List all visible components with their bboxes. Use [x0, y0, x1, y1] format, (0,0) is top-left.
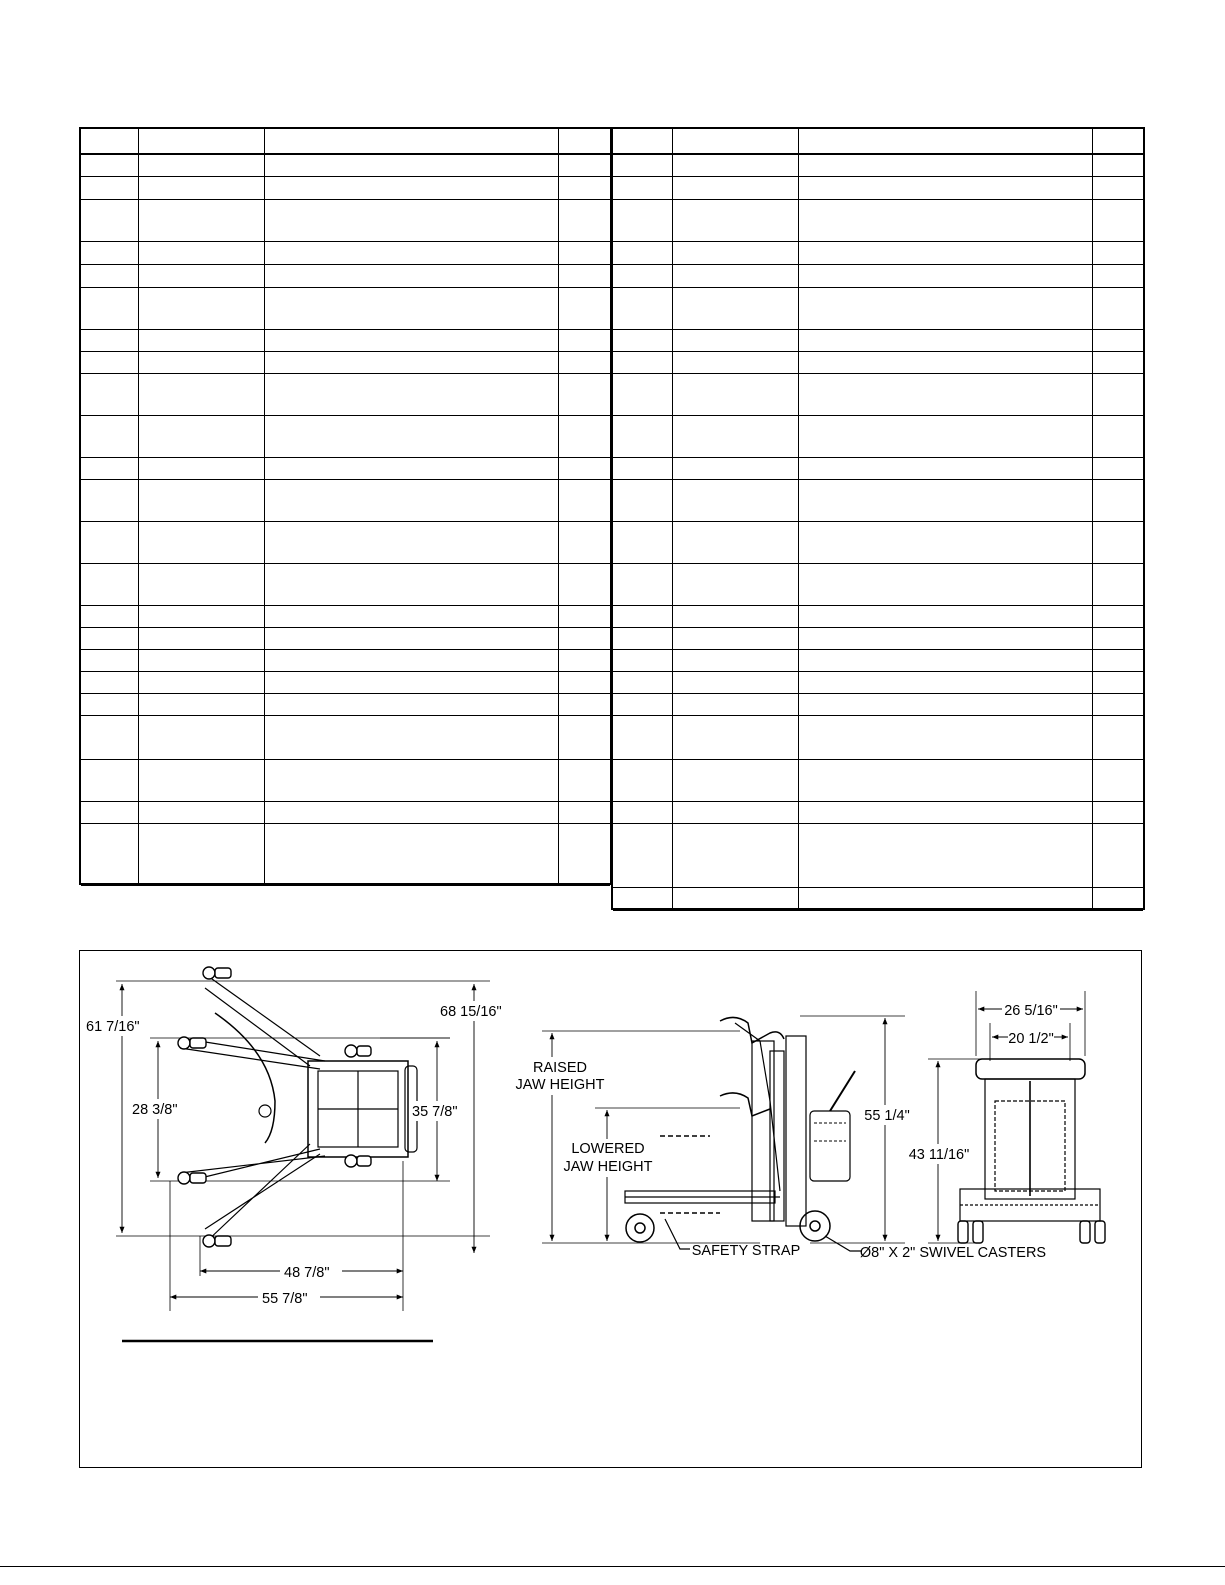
parts-table-row — [81, 649, 610, 672]
parts-table-cell — [138, 715, 139, 759]
parts-table-cell — [558, 759, 559, 801]
parts-table-cell — [798, 415, 799, 457]
dim-overall-width: 68 15/16" — [440, 1004, 502, 1020]
parts-table-cell — [1092, 264, 1093, 287]
front-view-labels — [906, 1000, 1060, 1164]
parts-table-cell — [1092, 715, 1093, 759]
parts-table-cell — [798, 264, 799, 287]
parts-table-cell — [798, 287, 799, 329]
parts-table-cell — [1092, 176, 1093, 199]
parts-table-row — [81, 759, 610, 802]
parts-table-cell — [798, 887, 799, 910]
parts-table-cell — [1092, 479, 1093, 521]
parts-table-cell — [798, 373, 799, 415]
parts-table-cell — [558, 671, 559, 693]
parts-table-cell — [798, 563, 799, 605]
control-panel-icon — [814, 1123, 846, 1141]
parts-table-cell — [138, 415, 139, 457]
parts-table-cell — [798, 759, 799, 801]
parts-table-row — [81, 563, 610, 606]
wheel-icons — [626, 1211, 830, 1242]
parts-table-cell — [1092, 373, 1093, 415]
parts-table-cell — [138, 479, 139, 521]
parts-table-cell — [264, 287, 265, 329]
parts-table-cell — [672, 129, 673, 153]
parts-table-cell — [264, 415, 265, 457]
parts-table-cell — [798, 801, 799, 823]
parts-table-cell — [138, 329, 139, 351]
parts-table-cell — [672, 415, 673, 457]
parts-table-cell — [138, 176, 139, 199]
parts-table-row — [81, 627, 610, 650]
dimension-drawing-frame — [79, 950, 1142, 1468]
parts-table-row — [613, 671, 1143, 694]
parts-table-cell — [1092, 199, 1093, 241]
parts-table-cell — [558, 823, 559, 885]
parts-table-cell — [672, 199, 673, 241]
parts-table-cell — [798, 329, 799, 351]
parts-table-cell — [798, 479, 799, 521]
parts-table-cell — [264, 759, 265, 801]
parts-table-row — [81, 801, 610, 824]
parts-table-cell — [558, 605, 559, 627]
parts-table-row — [613, 605, 1143, 628]
page-bottom-rule — [0, 1566, 1225, 1567]
parts-table-right — [611, 127, 1145, 910]
parts-table-cell — [1092, 605, 1093, 627]
parts-table-cell — [264, 605, 265, 627]
parts-table-cell — [1092, 129, 1093, 153]
dim-overall-height: 55 1/4" — [864, 1108, 910, 1124]
parts-table-cell — [672, 563, 673, 605]
parts-table-row — [81, 329, 610, 352]
parts-table-left — [79, 127, 612, 885]
parts-table-cell — [798, 241, 799, 264]
parts-table-cell — [264, 479, 265, 521]
dim-caster-span-outer: 61 7/16" — [86, 1019, 140, 1035]
parts-table-row — [613, 563, 1143, 606]
parts-table-cell — [672, 241, 673, 264]
parts-table-cell — [798, 199, 799, 241]
parts-table-row — [81, 199, 610, 242]
parts-table-cell — [138, 563, 139, 605]
parts-table-cell — [672, 176, 673, 199]
parts-table-row — [81, 153, 610, 177]
parts-table-row — [81, 264, 610, 288]
parts-table-cell — [138, 823, 139, 885]
parts-table-header — [613, 129, 1143, 155]
parts-table-row — [613, 457, 1143, 480]
parts-table-cell — [264, 199, 265, 241]
parts-table-row — [613, 199, 1143, 242]
parts-table-cell — [672, 479, 673, 521]
parts-table-row — [613, 153, 1143, 177]
parts-table-cell — [558, 199, 559, 241]
parts-table-cell — [672, 287, 673, 329]
parts-table-row — [613, 287, 1143, 330]
parts-table-cell — [138, 264, 139, 287]
safety-strap-label: SAFETY STRAP — [691, 1243, 801, 1259]
parts-table-cell — [672, 823, 673, 887]
parts-table-cell — [672, 373, 673, 415]
dim-leg-length-outer: 55 7/8" — [262, 1291, 308, 1307]
parts-table-cell — [1092, 563, 1093, 605]
parts-table-cell — [264, 176, 265, 199]
parts-table-cell — [558, 351, 559, 373]
parts-table-cell — [672, 627, 673, 649]
parts-table-cell — [138, 153, 139, 176]
front-caster-icons — [958, 1221, 1105, 1243]
parts-table-row — [613, 176, 1143, 200]
parts-table-row — [81, 715, 610, 760]
parts-table-row — [613, 823, 1143, 888]
parts-table-cell — [798, 176, 799, 199]
parts-table-cell — [264, 627, 265, 649]
parts-table-cell — [138, 199, 139, 241]
parts-table-row — [613, 479, 1143, 522]
parts-table-cell — [672, 801, 673, 823]
parts-table-cell — [264, 671, 265, 693]
parts-table-cell — [138, 605, 139, 627]
parts-table-cell — [138, 521, 139, 563]
parts-table-cell — [1092, 627, 1093, 649]
parts-table-row — [81, 605, 610, 628]
side-view — [542, 1016, 905, 1251]
parts-table-row — [81, 521, 610, 564]
parts-table-cell — [798, 457, 799, 479]
parts-table-cell — [558, 415, 559, 457]
parts-table-cell — [798, 627, 799, 649]
dim-caster-span-inner: 28 3/8" — [132, 1102, 178, 1118]
parts-table-cell — [138, 241, 139, 264]
parts-table-cell — [1092, 887, 1093, 910]
parts-table-cell — [138, 759, 139, 801]
parts-table-cell — [264, 693, 265, 715]
parts-table-cell — [558, 129, 559, 153]
parts-table-row — [81, 479, 610, 522]
dim-leg-length-inner: 48 7/8" — [284, 1265, 330, 1281]
dim-frame-width: 35 7/8" — [412, 1104, 458, 1120]
parts-table-row — [613, 887, 1143, 911]
parts-table-cell — [672, 351, 673, 373]
parts-table-cell — [264, 373, 265, 415]
parts-table-header — [81, 129, 610, 155]
parts-table-row — [81, 373, 610, 416]
dim-outer-width: 26 5/16" — [1004, 1003, 1058, 1019]
parts-table-row — [613, 521, 1143, 564]
parts-table-cell — [798, 129, 799, 153]
parts-table-cell — [264, 264, 265, 287]
parts-table-cell — [558, 241, 559, 264]
parts-table-cell — [264, 521, 265, 563]
parts-table-cell — [264, 823, 265, 885]
parts-table-cell — [1092, 801, 1093, 823]
parts-table-row — [81, 351, 610, 374]
parts-table-cell — [1092, 287, 1093, 329]
parts-table-cell — [558, 627, 559, 649]
parts-table-cell — [138, 287, 139, 329]
parts-table-cell — [798, 153, 799, 176]
parts-table-cell — [558, 457, 559, 479]
parts-table-cell — [672, 671, 673, 693]
parts-table-cell — [672, 329, 673, 351]
parts-table-cell — [558, 521, 559, 563]
parts-table-cell — [264, 153, 265, 176]
parts-table-row — [81, 415, 610, 458]
parts-table-cell — [558, 801, 559, 823]
parts-table-row — [613, 373, 1143, 416]
parts-table-cell — [264, 563, 265, 605]
parts-table-cell — [264, 649, 265, 671]
parts-table-row — [81, 693, 610, 716]
parts-table-cell — [138, 649, 139, 671]
parts-table-cell — [798, 715, 799, 759]
parts-table-cell — [672, 457, 673, 479]
parts-table-cell — [1092, 759, 1093, 801]
raised-jaw-label-2: JAW HEIGHT — [515, 1077, 605, 1093]
parts-table-row — [613, 627, 1143, 650]
top-view — [116, 967, 490, 1311]
parts-table-cell — [798, 823, 799, 887]
parts-table-cell — [138, 627, 139, 649]
parts-table-cell — [1092, 241, 1093, 264]
lowered-jaw-label-1: LOWERED — [571, 1141, 645, 1157]
parts-table-cell — [1092, 153, 1093, 176]
parts-table-row — [613, 415, 1143, 458]
parts-table-row — [613, 801, 1143, 824]
parts-table-cell — [264, 457, 265, 479]
parts-table-cell — [138, 693, 139, 715]
parts-table-row — [613, 329, 1143, 352]
parts-table-cell — [672, 715, 673, 759]
parts-table-cell — [1092, 457, 1093, 479]
parts-table-cell — [1092, 693, 1093, 715]
parts-table-row — [613, 715, 1143, 760]
parts-table-cell — [672, 521, 673, 563]
parts-table-cell — [138, 801, 139, 823]
parts-table-row — [81, 176, 610, 200]
parts-table-row — [613, 241, 1143, 265]
parts-table-cell — [558, 479, 559, 521]
parts-table-cell — [672, 153, 673, 176]
parts-table-row — [613, 759, 1143, 802]
parts-table-cell — [1092, 671, 1093, 693]
parts-table-cell — [558, 176, 559, 199]
parts-table-cell — [138, 457, 139, 479]
parts-table-cell — [672, 759, 673, 801]
parts-table-cell — [558, 329, 559, 351]
parts-table-row — [613, 264, 1143, 288]
parts-table-cell — [558, 287, 559, 329]
parts-table-row — [613, 649, 1143, 672]
parts-table-cell — [798, 649, 799, 671]
parts-table-row — [613, 693, 1143, 716]
parts-table-cell — [798, 351, 799, 373]
parts-table-cell — [672, 693, 673, 715]
casters-label: Ø8" X 2" SWIVEL CASTERS — [859, 1245, 1047, 1261]
lowered-jaw-label-2: JAW HEIGHT — [563, 1159, 653, 1175]
parts-table-cell — [264, 801, 265, 823]
parts-table-cell — [558, 715, 559, 759]
parts-table-cell — [264, 715, 265, 759]
parts-table-cell — [264, 241, 265, 264]
parts-table-cell — [558, 264, 559, 287]
parts-table-row — [81, 457, 610, 480]
parts-table-row — [81, 287, 610, 330]
parts-table-cell — [1092, 823, 1093, 887]
dim-front-height: 43 11/16" — [908, 1147, 970, 1163]
parts-table-cell — [138, 351, 139, 373]
parts-table-row — [81, 241, 610, 265]
parts-table-cell — [138, 129, 139, 153]
parts-table-cell — [798, 521, 799, 563]
parts-table-cell — [264, 329, 265, 351]
parts-table-cell — [1092, 351, 1093, 373]
parts-table-cell — [138, 373, 139, 415]
dimension-drawing — [80, 951, 1143, 1469]
parts-table-cell — [798, 605, 799, 627]
parts-table-row — [613, 351, 1143, 374]
parts-table-cell — [558, 693, 559, 715]
dim-inner-width: 20 1/2" — [1008, 1031, 1054, 1047]
parts-table-row — [81, 671, 610, 694]
parts-table-cell — [264, 129, 265, 153]
parts-table-cell — [798, 693, 799, 715]
parts-table-cell — [558, 563, 559, 605]
parts-table-cell — [1092, 329, 1093, 351]
parts-table-cell — [672, 264, 673, 287]
parts-table-cell — [798, 671, 799, 693]
raised-jaw-label-1: RAISED — [533, 1060, 587, 1076]
parts-table-cell — [1092, 649, 1093, 671]
parts-table-cell — [558, 373, 559, 415]
parts-table-cell — [672, 887, 673, 910]
parts-table-cell — [558, 649, 559, 671]
parts-table-row — [81, 823, 610, 886]
parts-table-cell — [672, 649, 673, 671]
parts-table-cell — [558, 153, 559, 176]
parts-table-cell — [1092, 521, 1093, 563]
parts-table-cell — [672, 605, 673, 627]
parts-table-cell — [264, 351, 265, 373]
parts-table-cell — [1092, 415, 1093, 457]
parts-table-cell — [138, 671, 139, 693]
